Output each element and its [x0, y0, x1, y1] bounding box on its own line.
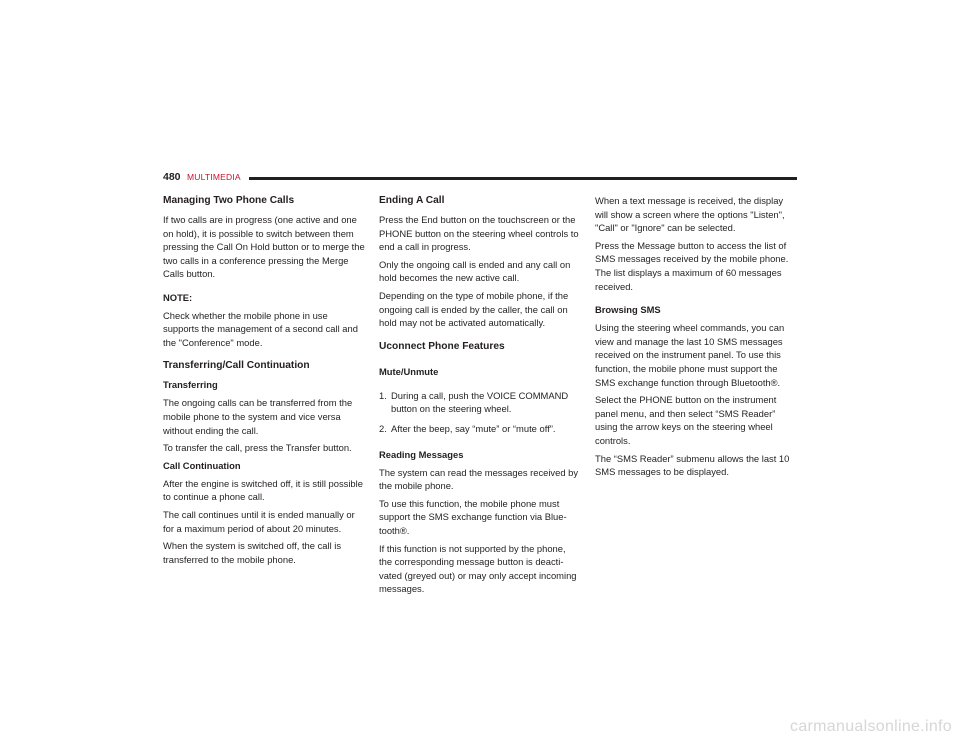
page-number: 480 [163, 171, 181, 183]
paragraph-browsing-2: Select the PHONE button on the instrument panel menu, and then select “SMS Reader” using the arrow keys on the steering wheel controls. [595, 394, 777, 446]
subheading-transferring: Transferring [163, 379, 218, 391]
note-text: Check whether the mobile phone in use supports the management of a second call and the "Conference" mode. [163, 309, 358, 348]
header-rule [249, 177, 797, 180]
paragraph-reading-2: To use this function, the mobile phone must support the SMS exchange function via Blue-tooth®. [379, 497, 567, 536]
step-number: 2. [379, 422, 387, 434]
heading-ending-a-call: Ending A Call [379, 195, 445, 206]
heading-phone-features: Uconnect Phone Features [379, 340, 505, 352]
step-text: After the beep, say “mute” or “mute off”. [391, 422, 556, 434]
paragraph-sms-received: When a text message is received, the display will show a screen where the options "Listen", "Call" or "Ignore" can be selected. [595, 195, 785, 234]
paragraph-browsing-1: Using the steering wheel commands, you can view and manage the last 10 SMS messages received on the instrument panel. To use this function, the mobile phone must support the SMS exchange function through Bluetooth®. [595, 322, 785, 388]
paragraph-managing: If two calls are in progress (one active and one on hold), it is possible to switch between them pressing the Call On Hold button or to merge the two calls in a conference pressing the Merge Calls button. [163, 214, 365, 280]
paragraph-transferring-2: To transfer the call, press the Transfer button. [163, 442, 352, 454]
column-2 [379, 194, 581, 600]
column-3 [595, 194, 797, 483]
paragraph-transferring-1: The ongoing calls can be transferred from the mobile phone to the system and vice versa without ending the call. [163, 397, 353, 436]
paragraph-reading-3: If this function is not supported by the phone, the corresponding message button is deacti-vated (greyed out) or may only accept incoming messages. [379, 542, 577, 595]
mute-steps-list [379, 389, 581, 436]
step-number: 1. [379, 389, 387, 401]
column-1 [163, 194, 365, 570]
subheading-browsing-sms: Browsing SMS [595, 304, 661, 316]
heading-managing-two-calls: Managing Two Phone Calls [163, 195, 295, 206]
paragraph-reading-1: The system can read the messages received by the mobile phone. [379, 466, 579, 492]
paragraph-ending-1: Press the End button on the touchscreen or the PHONE button on the steering wheel controls to end a call in progress. [379, 214, 579, 253]
paragraph-continuation-1: After the engine is switched off, it is still possible to continue a phone call. [163, 477, 363, 503]
step-text: During a call, push the VOICE COMMAND button on the steering wheel. [391, 389, 569, 415]
list-item [379, 389, 581, 416]
paragraph-continuation-3: When the system is switched off, the call is transferred to the mobile phone. [163, 540, 342, 565]
section-title: MULTIMEDIA [187, 172, 241, 182]
watermark: carmanualsonline.info [790, 718, 952, 735]
paragraph-ending-3: Depending on the type of mobile phone, if the ongoing call is ended by the caller, the call on hold may not be activated automatically. [379, 289, 569, 329]
note-label: NOTE: [163, 291, 193, 303]
paragraph-ending-2: Only the ongoing call is ended and any call on hold becomes the new active call. [379, 258, 571, 284]
subheading-mute-unmute: Mute/Unmute [379, 365, 439, 377]
page-header [163, 171, 797, 185]
paragraph-message-button: Press the Message button to access the list of SMS messages received by the mobile phone. The list displays a maximum of 60 messages received. [595, 239, 789, 292]
heading-transfer-continuation: Transferring/Call Continuation [163, 360, 310, 372]
paragraph-continuation-2: The call continues until it is ended manually or for a maximum period of about 20 minutes. [163, 508, 355, 534]
subheading-reading-messages: Reading Messages [379, 448, 464, 460]
subheading-call-continuation: Call Continuation [163, 459, 241, 471]
paragraph-browsing-3: The “SMS Reader” submenu allows the last 10 SMS messages to be displayed. [595, 452, 790, 478]
list-item [379, 422, 581, 436]
